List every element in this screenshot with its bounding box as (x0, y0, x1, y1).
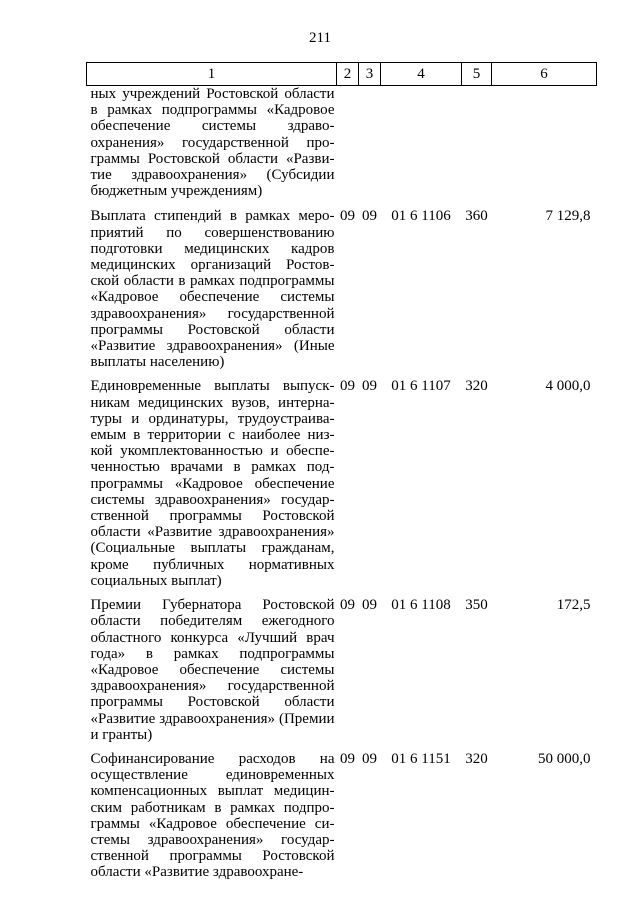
row-pr: 09 (362, 208, 377, 225)
table-row (87, 208, 597, 378)
budget-table (86, 62, 597, 889)
row-name: Единовременные выплаты выпускникам медицинских вузов, интернатуры и ординатуры, трудоустраиваемым в территории с наиболее низкой укомплектованностью и обеспеченностью врачами в рамках подпрограммы «Кадровое обеспечение системы здравоохранения» государственной программы Ростовской области «Развитие здравоохранения» (Социальные выплаты гражданам, кроме публичных нормативных социальных выплат) (90, 378, 335, 589)
row-amount (492, 86, 597, 209)
row-amount: 7 129,8 (545, 208, 591, 225)
table-row (87, 751, 597, 889)
row-pr: 09 (362, 750, 377, 767)
row-csr: 01 6 1106 (391, 208, 451, 225)
row-amount: 50 000,0 (538, 750, 591, 767)
header-col-3: 3 (359, 63, 381, 86)
header-col-6: 6 (492, 63, 597, 86)
header-col-4: 4 (381, 63, 462, 86)
row-name: Софинансирование расходов на осуществление единовременных компенсационных выплат медицинским работникам в рамках подпрограммы «Кадровое обеспечение системы здравоохранения» государственной программы Ростовской области «Развитие здравоохране- (90, 750, 335, 881)
row-csr: 01 6 1151 (391, 750, 451, 767)
row-pr: 09 (362, 378, 377, 395)
row-csr: 01 6 1107 (391, 378, 451, 395)
row-rz (337, 86, 359, 209)
row-amount: 4 000,0 (545, 378, 591, 395)
row-rz: 09 (340, 378, 355, 395)
row-csr: 01 6 1108 (391, 597, 451, 614)
row-amount: 172,5 (556, 597, 591, 614)
row-vr: 360 (465, 208, 488, 225)
row-rz: 09 (340, 208, 355, 225)
table-header-row (87, 63, 597, 86)
header-col-5: 5 (462, 63, 492, 86)
row-pr (359, 86, 381, 209)
row-vr: 320 (465, 378, 488, 395)
header-col-1: 1 (87, 63, 337, 86)
row-vr: 350 (465, 597, 488, 614)
row-pr: 09 (362, 597, 377, 614)
row-vr: 320 (465, 750, 488, 767)
row-name: Выплата стипендий в рамках мероприятий по совершенствованию подготовки медицинских кадров медицинских организаций Ростовской области в рамках подпрограммы «Кадровое обеспечение системы здравоохранения» государственной программы Ростовской области «Развитие здравоохранения» (Иные выплаты населению) (90, 208, 335, 371)
table-row (87, 86, 597, 209)
row-vr (462, 86, 492, 209)
row-csr (381, 86, 462, 209)
row-name: Премии Губернатора Ростовской области победителям ежегодного областного конкурса «Лучший врач года» в рамках подпрограммы «Кадровое обеспечение системы здравоохранения» государственной программы Ростовской области «Развитие здравоохранения» (Премии и гранты) (90, 597, 335, 743)
table-row (87, 378, 597, 597)
row-name: ных учреждений Ростовской области в рамках подпрограммы «Кадровое обеспечение системы здравоохранения» государственной программы Ростовской области «Развитие здравоохранения» (Субсидии бюджетным учреждениям) (90, 86, 335, 200)
table-row (87, 597, 597, 751)
row-rz: 09 (340, 750, 355, 767)
row-rz: 09 (340, 597, 355, 614)
page-number: 211 (309, 30, 331, 46)
header-col-2: 2 (337, 63, 359, 86)
